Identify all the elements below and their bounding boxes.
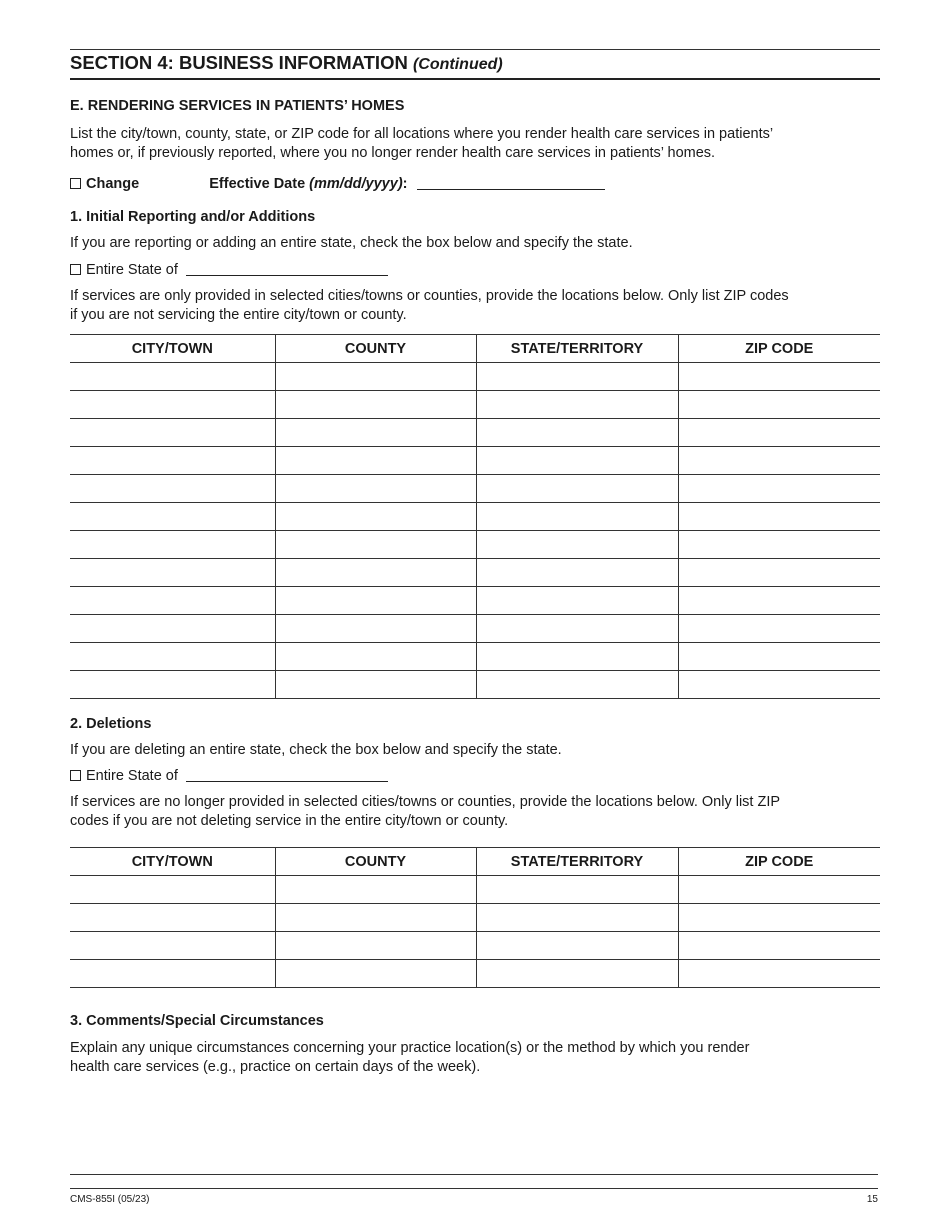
deletions-county-cell[interactable] xyxy=(275,876,476,904)
deletions-col-city: CITY/TOWN xyxy=(70,848,275,876)
deletions-table-row xyxy=(70,876,880,904)
additions-col-zip: ZIP CODE xyxy=(678,335,880,363)
deletions-state-cell[interactable] xyxy=(476,960,678,988)
additions-city-cell[interactable] xyxy=(70,391,275,419)
additions-col-city: CITY/TOWN xyxy=(70,335,275,363)
deletions-zip-cell[interactable] xyxy=(678,904,880,932)
section-title-continued: (Continued) xyxy=(412,56,503,73)
additions-zip-cell[interactable] xyxy=(678,419,880,447)
additions-county-cell[interactable] xyxy=(275,531,476,559)
additions-table-row xyxy=(70,671,880,699)
additions-entire-state-checkbox[interactable] xyxy=(70,264,81,275)
additions-zip-cell[interactable] xyxy=(678,363,880,391)
deletions-zip-cell[interactable] xyxy=(678,960,880,988)
additions-state-cell[interactable] xyxy=(476,559,678,587)
part-e-intro-line-2: homes or, if previously reported, where you no longer render health care services in patients’ homes. xyxy=(70,145,716,161)
additions-zip-cell[interactable] xyxy=(678,671,880,699)
additions-state-cell[interactable] xyxy=(476,475,678,503)
additions-state-cell[interactable] xyxy=(476,503,678,531)
additions-state-cell[interactable] xyxy=(476,447,678,475)
additions-state-cell[interactable] xyxy=(476,643,678,671)
additions-county-cell[interactable] xyxy=(275,475,476,503)
comments-line-2: health care services (e.g., practice on certain days of the week). xyxy=(70,1059,481,1075)
additions-table-row xyxy=(70,447,880,475)
deletions-city-cell[interactable] xyxy=(70,876,275,904)
additions-county-cell[interactable] xyxy=(275,587,476,615)
additions-zip-cell[interactable] xyxy=(678,475,880,503)
deletions-county-cell[interactable] xyxy=(275,904,476,932)
additions-entire-state-label: Entire State of xyxy=(86,262,178,278)
additions-city-cell[interactable] xyxy=(70,643,275,671)
deletions-zip-cell[interactable] xyxy=(678,876,880,904)
page-number: 15 xyxy=(866,1194,878,1205)
additions-state-cell[interactable] xyxy=(476,363,678,391)
deletions-county-cell[interactable] xyxy=(275,932,476,960)
additions-county-cell[interactable] xyxy=(275,643,476,671)
additions-city-cell[interactable] xyxy=(70,447,275,475)
additions-city-cell[interactable] xyxy=(70,587,275,615)
deletions-table-row xyxy=(70,904,880,932)
additions-table xyxy=(70,334,880,699)
additions-table-row xyxy=(70,587,880,615)
additions-table-row xyxy=(70,559,880,587)
deletions-col-county: COUNTY xyxy=(275,848,476,876)
additions-entire-state-row xyxy=(70,262,388,278)
additions-county-cell[interactable] xyxy=(275,391,476,419)
additions-col-county: COUNTY xyxy=(275,335,476,363)
additions-heading: 1. Initial Reporting and/or Additions xyxy=(70,209,316,225)
additions-table-header xyxy=(70,335,880,363)
deletions-selected-line-1: If services are no longer provided in selected cities/towns or counties, provide the locations below. Only list ZIP xyxy=(70,794,781,810)
deletions-entire-state-checkbox[interactable] xyxy=(70,770,81,781)
effective-date-field[interactable] xyxy=(417,176,605,190)
additions-county-cell[interactable] xyxy=(275,503,476,531)
additions-table-row xyxy=(70,615,880,643)
section-title-text: SECTION 4: BUSINESS INFORMATION xyxy=(70,52,408,73)
additions-instruction: If you are reporting or adding an entire state, check the box below and specify the state. xyxy=(70,235,633,251)
form-id: CMS-855I (05/23) xyxy=(70,1194,150,1205)
additions-city-cell[interactable] xyxy=(70,363,275,391)
additions-table-row xyxy=(70,391,880,419)
additions-city-cell[interactable] xyxy=(70,503,275,531)
deletions-selected-line-2: codes if you are not deleting service in the entire city/town or county. xyxy=(70,813,509,829)
additions-table-row xyxy=(70,503,880,531)
change-row xyxy=(70,176,880,192)
deletions-city-cell[interactable] xyxy=(70,904,275,932)
additions-city-cell[interactable] xyxy=(70,419,275,447)
effective-date-colon: : xyxy=(402,176,408,192)
additions-county-cell[interactable] xyxy=(275,615,476,643)
additions-state-cell[interactable] xyxy=(476,615,678,643)
deletions-state-cell[interactable] xyxy=(476,876,678,904)
additions-city-cell[interactable] xyxy=(70,615,275,643)
deletions-entire-state-label: Entire State of xyxy=(86,768,178,784)
comments-line-1: Explain any unique circumstances concerning your practice location(s) or the method by which you render xyxy=(70,1040,750,1056)
additions-selected-line-2: if you are not servicing the entire city/town or county. xyxy=(70,307,407,323)
deletions-state-cell[interactable] xyxy=(476,932,678,960)
footer-divider-lower xyxy=(70,1188,878,1189)
deletions-table-row xyxy=(70,960,880,988)
part-e-intro-line-1: List the city/town, county, state, or ZIP code for all locations where you render health care services in patients’ xyxy=(70,126,774,142)
deletions-instruction: If you are deleting an entire state, check the box below and specify the state. xyxy=(70,742,562,758)
additions-zip-cell[interactable] xyxy=(678,559,880,587)
deletions-table-header xyxy=(70,848,880,876)
additions-zip-cell[interactable] xyxy=(678,643,880,671)
deletions-table xyxy=(70,847,880,988)
part-e-intro xyxy=(70,125,880,163)
additions-table-row xyxy=(70,643,880,671)
change-checkbox[interactable] xyxy=(70,178,81,189)
additions-selected-line-1: If services are only provided in selected cities/towns or counties, provide the locations below. Only list ZIP codes xyxy=(70,288,789,304)
deletions-table-body xyxy=(70,876,880,988)
deletions-entire-state-row xyxy=(70,768,388,784)
change-label: Change xyxy=(86,176,140,192)
additions-state-cell[interactable] xyxy=(476,671,678,699)
additions-city-cell[interactable] xyxy=(70,475,275,503)
additions-county-cell[interactable] xyxy=(275,363,476,391)
deletions-city-cell[interactable] xyxy=(70,960,275,988)
deletions-county-cell[interactable] xyxy=(275,960,476,988)
additions-state-cell[interactable] xyxy=(476,531,678,559)
additions-table-row xyxy=(70,363,880,391)
deletions-state-cell[interactable] xyxy=(476,904,678,932)
deletions-selected-text xyxy=(70,793,880,831)
deletions-col-zip: ZIP CODE xyxy=(678,848,880,876)
additions-table-row xyxy=(70,531,880,559)
additions-zip-cell[interactable] xyxy=(678,391,880,419)
additions-table-row xyxy=(70,475,880,503)
footer-divider xyxy=(70,1174,878,1175)
additions-selected-text xyxy=(70,287,880,325)
additions-county-cell[interactable] xyxy=(275,671,476,699)
additions-table-row xyxy=(70,419,880,447)
additions-state-cell[interactable] xyxy=(476,419,678,447)
part-e-heading: E. RENDERING SERVICES IN PATIENTS’ HOMES xyxy=(70,98,405,114)
effective-date-format: (mm/dd/yyyy) xyxy=(309,176,403,192)
section-title xyxy=(70,52,880,80)
additions-entire-state-field[interactable] xyxy=(186,262,388,276)
additions-state-cell[interactable] xyxy=(476,587,678,615)
additions-city-cell[interactable] xyxy=(70,671,275,699)
deletions-entire-state-field[interactable] xyxy=(186,768,388,782)
additions-county-cell[interactable] xyxy=(275,559,476,587)
additions-zip-cell[interactable] xyxy=(678,615,880,643)
additions-zip-cell[interactable] xyxy=(678,503,880,531)
additions-table-body xyxy=(70,363,880,699)
additions-zip-cell[interactable] xyxy=(678,587,880,615)
additions-county-cell[interactable] xyxy=(275,447,476,475)
additions-zip-cell[interactable] xyxy=(678,531,880,559)
deletions-heading: 2. Deletions xyxy=(70,716,152,732)
deletions-table-row xyxy=(70,932,880,960)
additions-city-cell[interactable] xyxy=(70,559,275,587)
comments-text xyxy=(70,1039,880,1077)
additions-zip-cell[interactable] xyxy=(678,447,880,475)
additions-county-cell[interactable] xyxy=(275,419,476,447)
deletions-city-cell[interactable] xyxy=(70,932,275,960)
top-divider xyxy=(70,49,880,50)
additions-city-cell[interactable] xyxy=(70,531,275,559)
deletions-col-state: STATE/TERRITORY xyxy=(476,848,678,876)
additions-col-state: STATE/TERRITORY xyxy=(476,335,678,363)
comments-heading: 3. Comments/Special Circumstances xyxy=(70,1013,324,1029)
additions-state-cell[interactable] xyxy=(476,391,678,419)
effective-date-label: Effective Date xyxy=(209,176,306,192)
deletions-zip-cell[interactable] xyxy=(678,932,880,960)
